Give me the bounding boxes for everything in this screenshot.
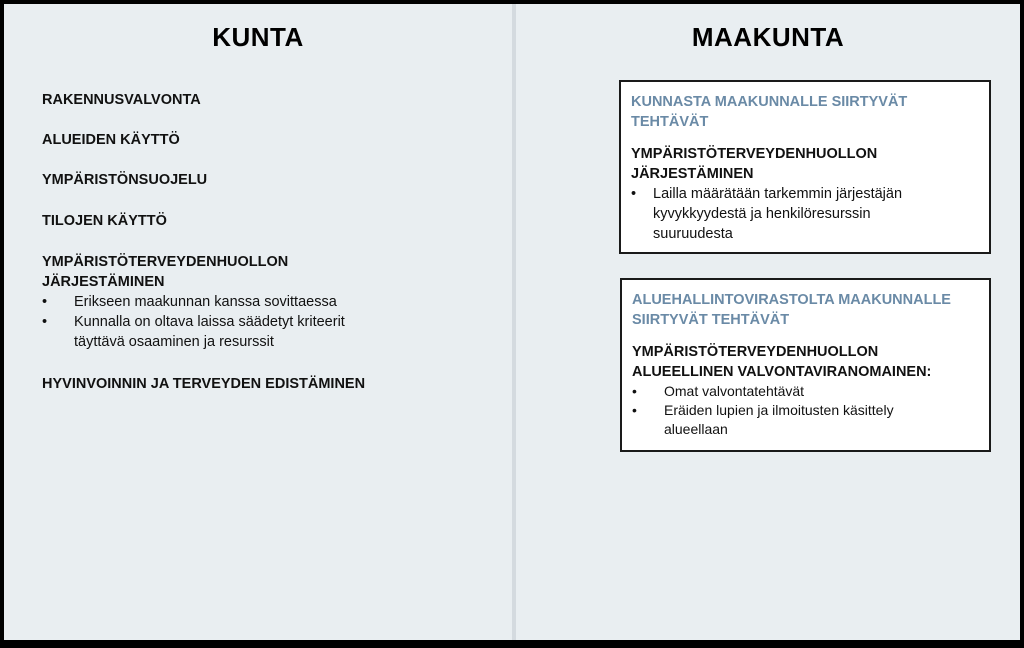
kunta-panel [4,4,512,640]
bullet-icon: • [42,314,48,330]
item-label-line2: JÄRJESTÄMINEN [42,274,165,290]
box-kunnasta-maakunnalle [619,80,991,254]
bullet-text-line1: Eräiden lupien ja ilmoitusten käsittely [664,402,894,418]
item-ymparistonsuojelu: YMPÄRISTÖNSUOJELU [42,172,208,188]
bullet-text-line2: kyvykkyydestä ja henkilöresurssin [653,206,871,222]
item-ymparistoterveydenhuolto [42,252,345,352]
list-item [632,401,979,439]
list-item [42,312,345,352]
kunta-bullet-list [42,292,345,352]
box1-subheading [631,144,979,184]
item-alueiden-kaytto: ALUEIDEN KÄYTTÖ [42,132,180,148]
box2-heading-line2: SIIRTYVÄT TEHTÄVÄT [632,312,790,328]
bullet-text-line2: täyttävä osaaminen ja resurssit [74,334,274,350]
item-rakennusvalvonta: RAKENNUSVALVONTA [42,92,201,108]
bullet-text-line2: alueellaan [664,421,728,437]
box1-subheading-line1: YMPÄRISTÖTERVEYDENHUOLLON [631,146,878,162]
bullet-text-line3: suuruudesta [653,226,733,242]
bullet-text-line1: Kunnalla on oltava laissa säädetyt kriteerit [74,314,345,330]
list-item [632,382,979,401]
box2-subheading [632,342,979,382]
list-item [631,184,979,244]
bullet-text: Erikseen maakunnan kanssa sovittaessa [74,294,337,310]
item-hyvinvointi: HYVINVOINNIN JA TERVEYDEN EDISTÄMINEN [42,376,366,392]
box-aluehallintovirastolta [620,278,991,452]
kunta-title: KUNTA [212,22,304,52]
box1-bullet-list [631,184,979,244]
bullet-icon: • [632,402,637,418]
item-label-line1: YMPÄRISTÖTERVEYDENHUOLLON [42,254,289,270]
box1-subheading-line2: JÄRJESTÄMINEN [631,166,754,182]
box2-heading [632,290,979,330]
box2-subheading-line1: YMPÄRISTÖTERVEYDENHUOLLON [632,344,879,360]
item-tilojen-kaytto: TILOJEN KÄYTTÖ [42,213,167,229]
box2-heading-line1: ALUEHALLINTOVIRASTOLTA MAAKUNNALLE [632,292,951,308]
bullet-text: Omat valvontatehtävät [664,383,805,399]
bullet-icon: • [631,186,637,202]
bullet-text-line1: Lailla määrätään tarkemmin järjestäjän [653,186,903,202]
box1-heading: KUNNASTA MAAKUNNALLE SIIRTYVÄT TEHTÄVÄT [631,94,908,130]
bullet-icon: • [632,383,637,399]
bullet-icon: • [42,294,48,310]
box2-subheading-line2: ALUEELLINEN VALVONTAVIRANOMAINEN: [632,364,932,380]
list-item [42,292,345,312]
maakunta-title: MAAKUNTA [691,22,845,52]
box2-bullet-list [632,382,979,439]
